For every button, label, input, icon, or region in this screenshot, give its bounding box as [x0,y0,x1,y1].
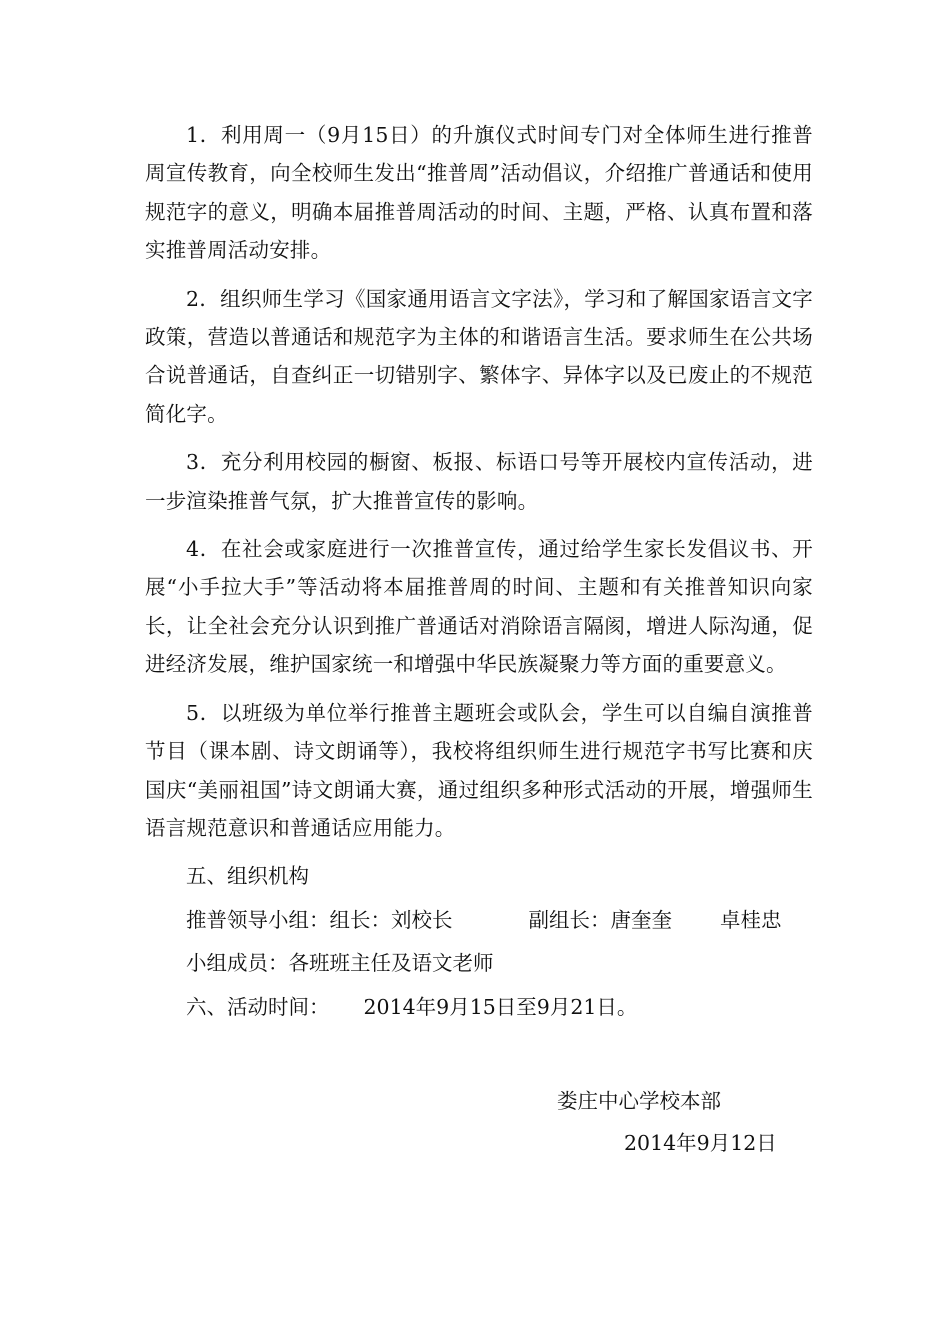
paragraph-1: 1．利用周一（9月15日）的升旗仪式时间专门对全体师生进行推普周宣传教育，向全校师生发出“推普周”活动倡议，介绍推广普通话和使用规范字的意义，明确本届推普周活动的时间、主题，严格、认真布置和落实推普周活动安排。 [145,123,813,263]
section-6-heading: 六、活动时间： [186,994,330,1019]
section-5-heading: 五、组织机构 [186,864,309,889]
deputy-name-2: 卓桂忠 [720,907,782,932]
paragraph-2: 2．组织师生学习《国家通用语言文字法》，学习和了解国家语言文字政策，营造以普通话和规范字为主体的和谐语言生活。要求师生在公共场合说普通话，自查纠正一切错别字、繁体字、异体字以及已废止的不规范简化字。 [145,286,813,426]
leader-group-line [145,901,813,939]
paragraph-3: 3．充分利用校园的橱窗、板报、标语口号等开展校内宣传活动，进一步渲染推普气氛，扩大推普宣传的影响。 [145,450,813,513]
leader-group-label: 推普领导小组：组长：刘校长 [186,907,453,932]
members-line: 小组成员：各班班主任及语文老师 [186,951,494,976]
paragraph-4: 4．在社会或家庭进行一次推普宣传，通过给学生家长发倡议书、开展“小手拉大手”等活动将本届推普周的时间、主题和有关推普知识向家长，让全社会充分认识到推广普通话对消除语言隔阂，增进人际沟通，促进经济发展，维护国家统一和增强中华民族凝聚力等方面的重要意义。 [145,537,813,677]
activity-time-value: 2014年9月15日至9月21日。 [363,994,638,1019]
document-body [145,116,813,1031]
signature-org: 娄庄中心学校本部 [557,1089,721,1113]
signature-date: 2014年9月12日 [624,1131,777,1155]
paragraph-5: 5．以班级为单位举行推普主题班会或队会，学生可以自编自演推普节目（课本剧、诗文朗诵等），我校将组织师生进行规范字书写比赛和庆国庆“美丽祖国”诗文朗诵大赛，通过组织多种形式活动的开展，增强师生语言规范意识和普通话应用能力。 [145,700,813,840]
activity-time-line [145,988,813,1026]
deputy-label: 副组长：唐奎奎 [528,907,672,932]
